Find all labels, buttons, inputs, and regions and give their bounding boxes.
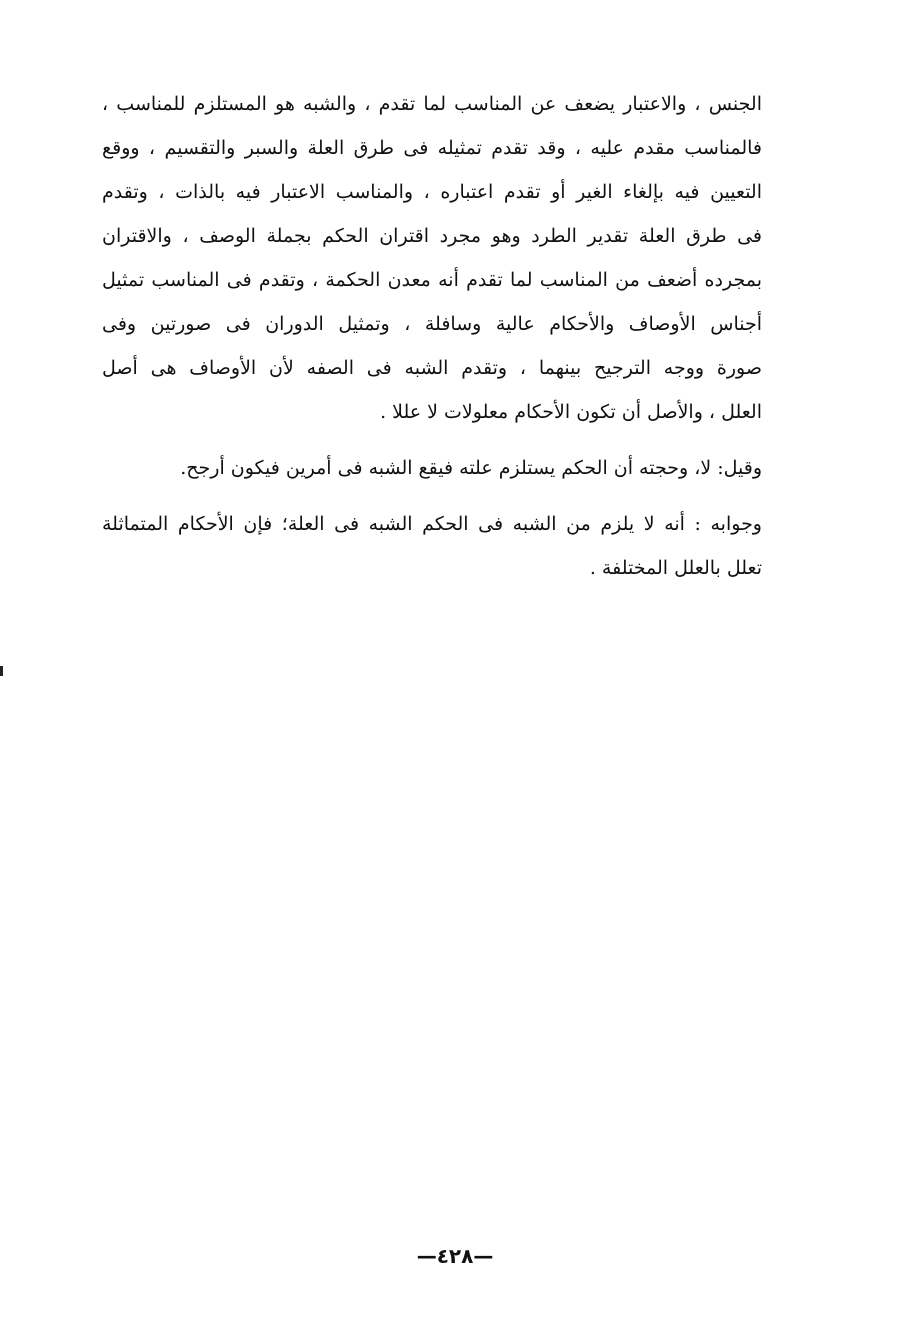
page-number: —٤٢٨— <box>416 1244 494 1268</box>
text-line: فى طرق العلة تقدير الطرد وهو مجرد اقتران الحكم بجملة الوصف ، والاقتران <box>102 225 762 247</box>
text-line: فالمناسب مقدم عليه ، وقد تقدم تمثيله فى طرق العلة والسبر والتقسيم ، ووقع <box>102 137 762 159</box>
text-line: تعلل بالعلل المختلفة . <box>589 557 762 579</box>
paragraph-1 <box>102 82 762 434</box>
text-line: صورة ووجه الترجيح بينهما ، وتقدم الشبه فى الصفه لأن الأوصاف هى أصل <box>102 357 762 379</box>
text-line: وقيل: لا، وحجته أن الحكم يستلزم علته فيقع الشبه فى أمرين فيكون أرجح. <box>180 457 762 479</box>
margin-mark <box>0 666 3 676</box>
text-line: التعيين فيه بإلغاء الغير أو تقدم اعتباره ، والمناسب الاعتبار فيه بالذات ، وتقدم <box>102 181 762 203</box>
text-line: العلل ، والأصل أن تكون الأحكام معلولات لا عللا . <box>380 401 762 423</box>
paragraph-2 <box>102 446 762 490</box>
text-line: بمجرده أضعف من المناسب لما تقدم أنه معدن الحكمة ، وتقدم فى المناسب تمثيل <box>102 269 762 291</box>
text-line: وجوابه : أنه لا يلزم من الشبه فى الحكم الشبه فى العلة؛ فإن الأحكام المتماثلة <box>102 513 762 535</box>
text-line: الجنس ، والاعتبار يضعف عن المناسب لما تقدم ، والشبه هو المستلزم للمناسب ، <box>102 93 762 115</box>
body-text <box>102 82 762 590</box>
paragraph-3 <box>102 502 762 590</box>
text-line: أجناس الأوصاف والأحكام عالية وسافلة ، وتمثيل الدوران فى صورتين وفى <box>102 313 762 335</box>
